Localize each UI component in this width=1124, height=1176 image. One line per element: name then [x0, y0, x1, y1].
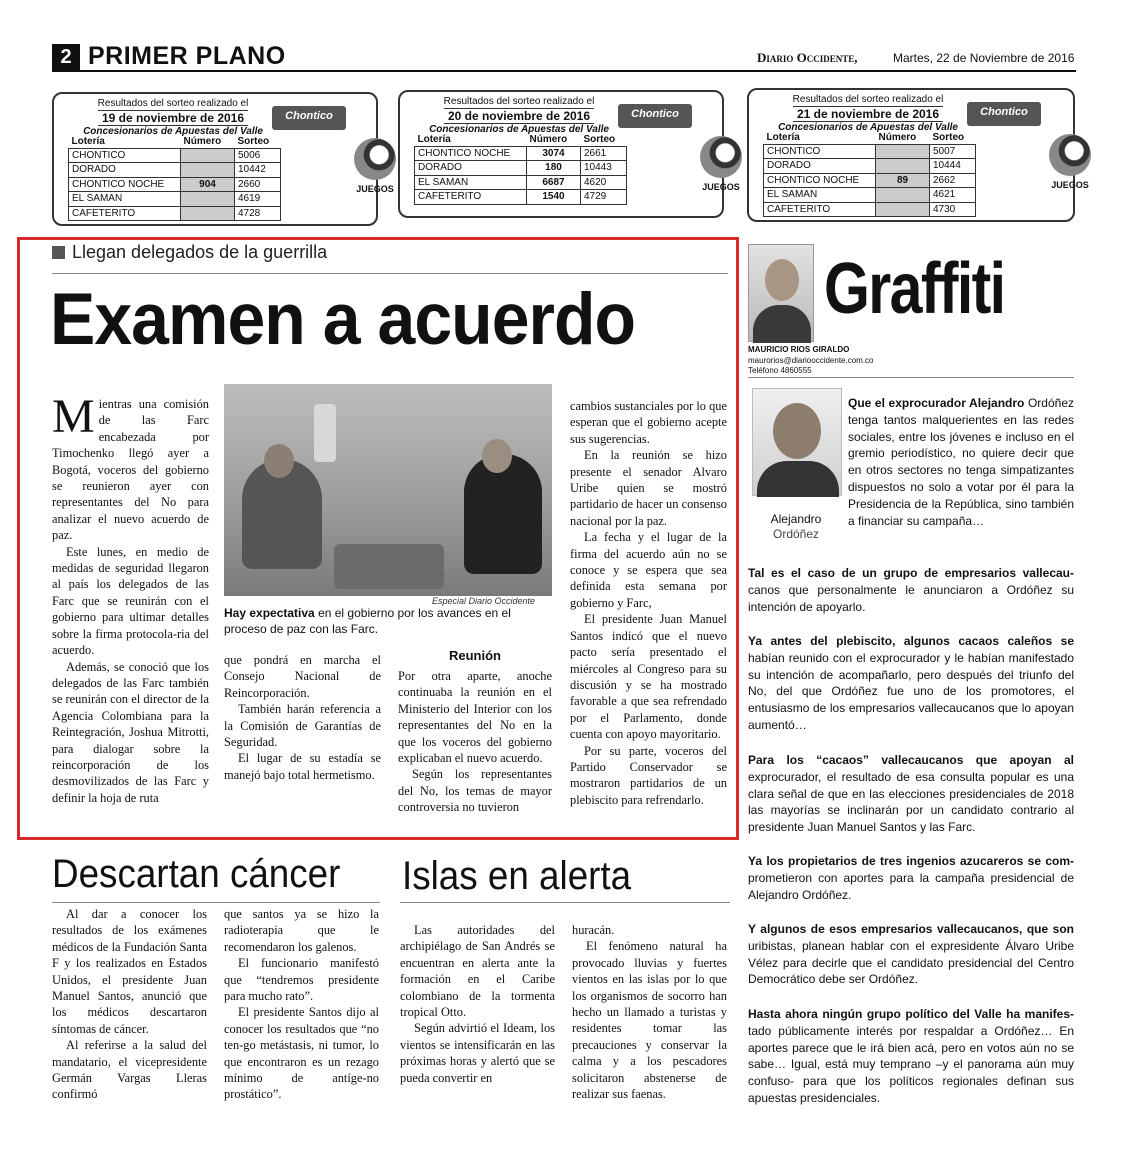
lottery-name: DORADO — [764, 159, 876, 174]
paragraph: Según los representantes del No, los temas de mayor controversia no tuvieron — [398, 767, 552, 815]
story3-column-2 — [572, 922, 727, 1102]
table-row — [415, 190, 627, 205]
columnist-email: maurorios@diariooccidente.com.co — [748, 356, 874, 365]
paragraph: Por su parte, voceros del Partido Conservador se mostraron partidarios de un plebiscito para refrendarlo. — [570, 743, 727, 807]
story-rule — [400, 902, 730, 903]
paragraph: cambios sustanciales por lo que esperan que el gobierno acepte sus sugerencias. — [570, 399, 727, 446]
juegos-logo — [692, 132, 750, 196]
lottery-draw: 4620 — [581, 175, 627, 190]
col-header: Número — [527, 134, 581, 146]
article-column-1 — [52, 390, 209, 806]
lottery-concession: Concesionarios de Apuestas del Valle — [83, 126, 263, 137]
col-header: Lotería — [764, 132, 876, 144]
paragraph: El presidente Juan Manuel Santos indicó que el nuevo pacto sería presentado el miércoles al Congreso para su discusión y se ha mostrado favorable a que sea refrendado por el Parlamento, donde cuenta con apoyo mayoritario. — [570, 612, 727, 742]
lottery-number: 6687 — [527, 175, 581, 190]
paragraph: Al dar a conocer los resultados de los exámenes médicos de la Fundación Santa F y los realizados en Estados Unidos, el presidente Juan Manuel Santos, anunció que los médicos descartaron síntomas de cáncer. — [52, 907, 207, 1036]
table-row — [69, 192, 281, 207]
table-row — [764, 202, 976, 217]
lottery-date: 20 de noviembre de 2016 — [444, 108, 594, 124]
photo-credit: Especial Diario Occidente — [432, 596, 536, 606]
table-row — [415, 175, 627, 190]
lottery-number — [181, 192, 235, 207]
lottery-table — [763, 132, 976, 217]
logo-disc-icon — [1049, 134, 1091, 176]
columnist-phone: Teléfono 4860555 — [748, 366, 812, 375]
item-lead: Y algunos de esos empresarios vallecaucanos, que son — [748, 922, 1074, 936]
lottery-heading — [68, 98, 278, 137]
lottery-draw: 10443 — [581, 161, 627, 176]
lottery-draw: 4728 — [235, 206, 281, 221]
table-row — [764, 159, 976, 174]
lottery-name: CAFETERITO — [69, 206, 181, 221]
paragraph: El lugar de su estadía se manejó bajo total hermetismo. — [224, 751, 381, 782]
lottery-name: DORADO — [415, 161, 527, 176]
story-headline: Descartan cáncer — [52, 852, 341, 896]
head-left — [264, 444, 294, 478]
col-header: Lotería — [415, 134, 527, 146]
lottery-draw: 4730 — [930, 202, 976, 217]
lottery-name: EL SAMAN — [764, 188, 876, 203]
issue-date: Martes, 22 de Noviembre de 2016 — [893, 51, 1075, 65]
graffiti-item-6 — [748, 921, 1074, 988]
item-lead: Para los “cacaos” vallecaucanos que apoyan al — [748, 753, 1074, 767]
columnist-name: MAURICIO RIOS GIRALDO — [748, 345, 850, 354]
item-body: habían reunido con el exprocurador y le habían manifestado su intención de acompañarlo, pero después del triunfo del No, del que Ordóñez fue uno de los promotores, el entusiasmo de los empresarios vallecaucanos que lo apoyan aumentó… — [748, 650, 1074, 732]
photo-name-last: Ordóñez — [772, 527, 820, 541]
paragraph: La fecha y el lugar de la firma del acuerdo aún no se conoce y se espera que sea definida esta semana por gobierno y Farc, — [570, 530, 727, 610]
newspaper-name: Diario Occidente, — [757, 50, 858, 65]
item-body: Ordóñez tenga tantos malquerientes en las redes sociales, entre los jóvenes e incluso en el gremio periodístico, no quiere decir que en otros sectores no tenga simpatizantes dispuestos no solo a votar por él para la Presidencia de la República, sino también a financiar su campaña… — [848, 396, 1074, 528]
lottery-name: CHONTICO — [69, 148, 181, 163]
item-body: tado públicamente interés por respaldar a Ordóñez… En aportes parece que le irá bien acá, pero en votos aún no se sabe… Igual, está muy temprano –y el panorama aún muy confuso- para que los políticos regionales definan sus apuestas presidenciales. — [748, 1023, 1074, 1105]
paragraph: Según advirtió el Ideam, los vientos se intensificarán en las próximas horas y alertó que se pueda convertir en — [400, 1021, 555, 1085]
columnist-photo — [748, 244, 814, 342]
lottery-number — [181, 148, 235, 163]
lottery-number: 180 — [527, 161, 581, 176]
lottery-title: Resultados del sorteo realizado el — [97, 98, 249, 109]
photo-name-first: Alejandro — [770, 512, 822, 526]
lottery-name: CAFETERITO — [415, 190, 527, 205]
ordonez-body — [757, 461, 839, 497]
column-title: Graffiti — [824, 249, 1005, 329]
lottery-draw: 4621 — [930, 188, 976, 203]
logo-disc-icon — [700, 136, 742, 178]
chontico-logo: Chontico — [967, 102, 1041, 126]
lottery-number: 904 — [181, 177, 235, 192]
kicker-rule — [52, 273, 728, 274]
lottery-concession: Concesionarios de Apuestas del Valle — [778, 122, 958, 133]
table-row — [69, 177, 281, 192]
col-header: Lotería — [69, 136, 181, 148]
graffiti-item-2 — [748, 565, 1074, 615]
col-header: Sorteo — [581, 134, 627, 146]
lottery-title: Resultados del sorteo realizado el — [792, 94, 944, 105]
item-lead: Ya antes del plebiscito, algunos cacaos caleños se — [748, 634, 1074, 648]
item-body: canos que personalmente le anunciaron a Ordóñez su intención de apoyarlo. — [748, 582, 1074, 614]
table-row — [415, 146, 627, 161]
page-number: 2 — [52, 44, 80, 70]
lottery-draw: 4729 — [581, 190, 627, 205]
table-row — [764, 144, 976, 159]
lottery-table — [414, 134, 627, 205]
juegos-label: JUEGOS — [356, 184, 394, 194]
lottery-heading — [763, 94, 973, 133]
kicker — [52, 242, 327, 263]
lottery-name: EL SAMAN — [415, 175, 527, 190]
lottery-draw: 10442 — [235, 163, 281, 178]
lottery-name: EL SAMAN — [69, 192, 181, 207]
lottery-number — [876, 144, 930, 159]
lottery-name: DORADO — [69, 163, 181, 178]
table-row — [764, 188, 976, 203]
lottery-name: CHONTICO — [764, 144, 876, 159]
table-row — [69, 163, 281, 178]
columnist-face — [765, 259, 799, 301]
paragraph: El fenómeno natural ha provocado lluvias y fuertes vientos en las islas por lo que los organismos de socorro han hecho un llamado a turistas y residentes tomar las precauciones y conservar la calma y a los pescadores solicitaron abstenerse de realizar sus faenas. — [572, 939, 727, 1102]
lottery-box-2 — [398, 90, 740, 218]
caption-lead: Hay expectativa — [224, 606, 315, 620]
lottery-concession: Concesionarios de Apuestas del Valle — [429, 124, 609, 135]
col-header: Sorteo — [930, 132, 976, 144]
main-headline: Examen a acuerdo — [50, 279, 636, 360]
columnist-body — [753, 305, 811, 343]
article-photo — [224, 384, 552, 596]
lottery-name: CHONTICO NOCHE — [69, 177, 181, 192]
column-rule — [748, 377, 1074, 378]
lottery-draw: 2661 — [581, 146, 627, 161]
lottery-number: 89 — [876, 173, 930, 188]
lamp-shape — [314, 404, 336, 462]
lottery-number — [181, 206, 235, 221]
graffiti-item-3 — [748, 633, 1074, 734]
section-title: PRIMER PLANO — [88, 42, 286, 70]
col-header: Número — [181, 136, 235, 148]
item-lead: Tal es el caso de un grupo de empresarios vallecau- — [748, 566, 1074, 580]
item-lead: Hasta ahora ningún grupo político del Valle ha manifes- — [748, 1007, 1074, 1021]
paragraph: que santos ya se hizo la radioterapia que le recomendaron los galenos. — [224, 907, 379, 954]
juegos-logo — [346, 134, 404, 198]
story3-column-1 — [400, 922, 555, 1086]
lottery-draw: 5007 — [930, 144, 976, 159]
graffiti-item-7 — [748, 1006, 1074, 1107]
ordonez-photo — [752, 388, 842, 496]
graffiti-item-5 — [748, 853, 1074, 903]
lottery-draw: 2660 — [235, 177, 281, 192]
lottery-date: 21 de noviembre de 2016 — [793, 106, 943, 122]
ordonez-face — [773, 403, 821, 459]
lottery-number — [876, 188, 930, 203]
item-body: uribistas, planean hablar con el expresidente Álvaro Uribe Vélez para decirle que el candidato presidencial del Centro Democrático debe ser Ordóñez. — [748, 938, 1074, 987]
item-lead: Que el exprocurador Alejandro — [848, 396, 1025, 410]
story-rule — [52, 902, 380, 903]
lottery-number: 3074 — [527, 146, 581, 161]
juegos-label: JUEGOS — [1051, 180, 1089, 190]
item-body: prometieron con aportes para la campaña presidencial de Alejandro Ordóñez. — [748, 870, 1074, 902]
story-headline: Islas en alerta — [402, 854, 632, 898]
lottery-heading — [414, 96, 624, 135]
paragraph: En la reunión se hizo presente el senador Alvaro Uribe quien se mostró partidario de hacer un consenso nacional por la paz. — [570, 448, 727, 528]
paragraph: También harán referencia a la Comisión de Garantías de Seguridad. — [224, 702, 381, 750]
paragraph: huracán. — [572, 923, 615, 937]
item-body: exprocurador, el resultado de esa consulta popular es una clara señal de que en las elecciones presidenciales de 2018 las mayorías se inclinarán por un candidato contrario al presidente Juan Manuel Santos y las Farc. — [748, 769, 1074, 835]
lottery-number — [876, 159, 930, 174]
header-rule — [52, 70, 1076, 72]
paragraph: Por otra aparte, anoche continuaba la reunión en el Ministerio del Interior con los representantes del No en la que los voceros del gobierno explicaban el nuevo acuerdo. — [398, 669, 552, 766]
lottery-title: Resultados del sorteo realizado el — [443, 96, 595, 107]
article-column-2 — [224, 652, 381, 783]
table-row — [764, 173, 976, 188]
col-header: Número — [876, 132, 930, 144]
logo-disc-icon — [354, 138, 396, 180]
table-row — [415, 161, 627, 176]
paragraph: que pondrá en marcha el Consejo Nacional de Reincorporación. — [224, 653, 381, 700]
graffiti-item-4 — [748, 752, 1074, 836]
table-row — [69, 206, 281, 221]
lottery-date: 19 de noviembre de 2016 — [98, 110, 248, 126]
person-right — [464, 454, 542, 574]
story2-column-1 — [52, 906, 207, 1103]
lottery-number: 1540 — [527, 190, 581, 205]
lottery-name: CHONTICO NOCHE — [415, 146, 527, 161]
article-column-4 — [570, 398, 727, 808]
item-lead: Ya los propietarios de tres ingenios azucareros se com- — [748, 854, 1074, 868]
lottery-box-1 — [52, 92, 394, 226]
caption-text: en el gobierno por los avances en el proceso de paz con las Farc. — [224, 606, 511, 636]
graffiti-item-1 — [848, 395, 1074, 529]
paragraph: Además, se conoció que los delegados de las Farc también se reunirán con el director de la Agencia Colombiana para la Reintegración, Joshua Mitrotti, para dialogar sobre la reincorporación de los desmovilizados de las Farc y definir la hoja de ruta — [52, 659, 209, 805]
col-header: Sorteo — [235, 136, 281, 148]
subheading: Reunión — [449, 648, 501, 663]
lottery-number — [876, 202, 930, 217]
lottery-draw: 2662 — [930, 173, 976, 188]
photo-name — [756, 512, 836, 542]
paragraph: El funcionario manifestó que “tendremos presidente para mucho rato”. — [224, 956, 379, 1004]
lottery-draw: 4619 — [235, 192, 281, 207]
photo-caption — [224, 605, 554, 637]
drop-cap: M — [52, 390, 95, 443]
lottery-draw: 10444 — [930, 159, 976, 174]
paragraph: ientras una comisión de las Farc encabezada por Timochenko llegó ayer a Bogotá, voceros del gobierno se reunieron ayer con representantes del No para analizar el nuevo acuerdo de paz. — [52, 397, 209, 543]
chontico-logo: Chontico — [618, 104, 692, 128]
kicker-text: Llegan delegados de la guerrilla — [72, 242, 328, 262]
story2-column-2 — [224, 906, 379, 1103]
table-shape — [334, 544, 444, 589]
lottery-number — [181, 163, 235, 178]
article-column-3 — [398, 668, 552, 816]
chontico-logo: Chontico — [272, 106, 346, 130]
paragraph: Este lunes, en medio de medidas de seguridad llegaron al país los delegados de las Farc que se reunirán con el gobierno para ultimar detalles sobre la firma protocola-ria del acuerdo. — [52, 544, 209, 658]
lottery-box-3 — [747, 88, 1089, 222]
paragraph: Las autoridades del archipiélago de San Andrés se encuentran en alerta ante la formación en el Caribe colombiano de la tormenta tropical Otto. — [400, 923, 555, 1020]
head-right — [482, 439, 512, 473]
lottery-name: CHONTICO NOCHE — [764, 173, 876, 188]
lottery-draw: 5006 — [235, 148, 281, 163]
table-row — [69, 148, 281, 163]
lottery-table — [68, 136, 281, 221]
lottery-name: CAFETERITO — [764, 202, 876, 217]
juegos-logo — [1041, 130, 1099, 194]
juegos-label: JUEGOS — [702, 182, 740, 192]
paragraph: Al referirse a la salud del mandatario, el vicepresidente Germán Vargas Lleras confirmó — [52, 1038, 207, 1102]
paragraph: El presidente Santos dijo al conocer los resultados que “no ten-go metástasis, ni tumor, lo que encontraron es un rezago mínimo de antíge-no prostático”. — [224, 1005, 379, 1102]
bullet-square-icon — [52, 246, 65, 259]
